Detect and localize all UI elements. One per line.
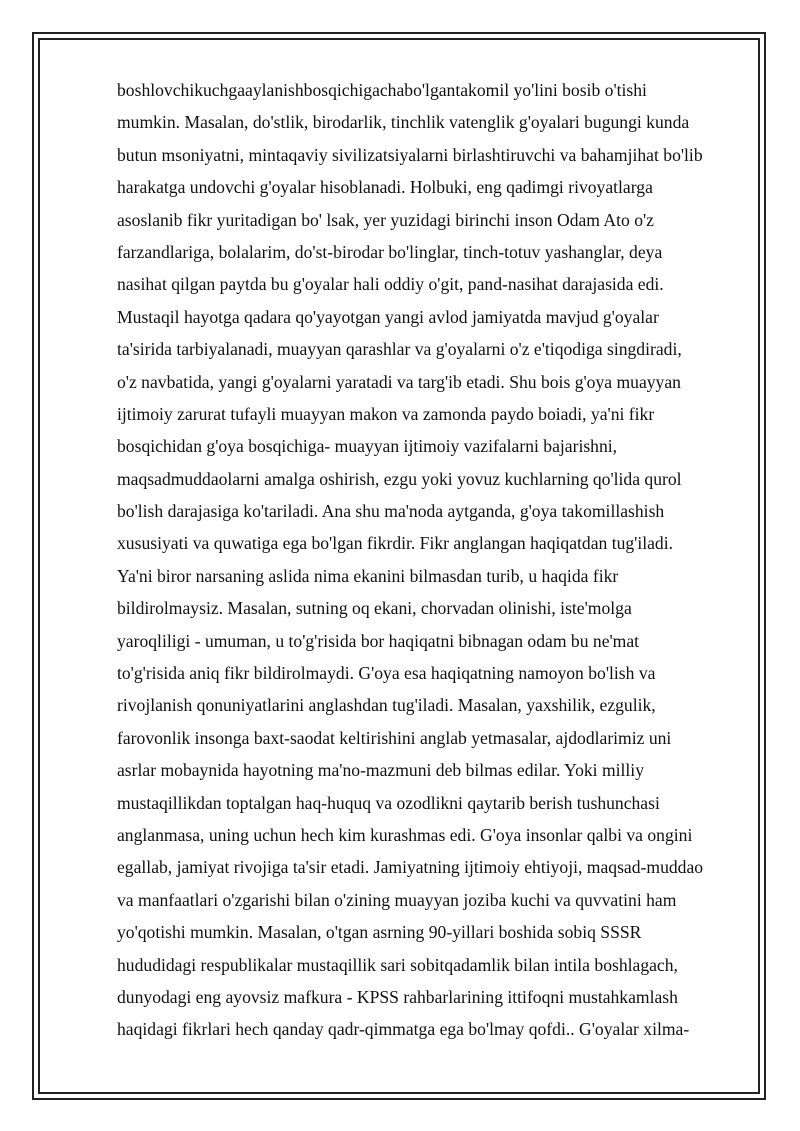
text-line: bildirolmaysiz. Masalan, sutning oq ekani, chorvadan olinishi, iste'molga — [117, 598, 632, 619]
text-line: egallab, jamiyat rivojiga ta'sir etadi. Jamiyatning ijtimoiy ehtiyoji, maqsad-muddao — [117, 857, 704, 878]
text-line: xususiyati va quwatiga ega bo'lgan fikrdir. Fikr anglangan haqiqatdan tug'iladi. — [117, 533, 674, 554]
text-line: va manfaatlari o'zgarishi bilan o'zining muayyan joziba kuchi va quvvatini ham — [117, 889, 677, 910]
text-line: harakatga undovchi g'oyalar hisoblanadi. Holbuki, eng qadimgi rivoyatlarga — [117, 177, 653, 198]
text-line: mumkin. Masalan, do'stlik, birodarlik, tinchlik vatenglik g'oyalari bugungi kunda — [117, 112, 690, 133]
text-line: yaroqliligi - umuman, u to'g'risida bor haqiqatni bibnagan odam bu ne'mat — [117, 630, 640, 651]
text-line: asrlar mobaynida hayotning ma'no-mazmuni deb bilmas edilar. Yoki milliy — [117, 760, 644, 781]
text-line: Mustaqil hayotga qadara qo'yayotgan yangi avlod jamiyatda mavjud g'oyalar — [117, 306, 659, 327]
text-line: ta'sirida tarbiyalanadi, muayyan qarashlar va g'oyalarni o'z e'tiqodiga singdiradi, — [117, 339, 682, 360]
text-line: hududidagi respublikalar mustaqillik sari sobitqadamlik bilan intila boshlagach, — [117, 954, 678, 975]
text-line: bosqichidan g'oya bosqichiga- muayyan ijtimoiy vazifalarni bajarishni, — [117, 436, 618, 457]
text-line: maqsadmuddaolarni amalga oshirish, ezgu yoki yovuz kuchlarning qo'lida qurol — [117, 468, 682, 489]
text-line: yo'qotishi mumkin. Masalan, o'tgan asrning 90-yillari boshida sobiq SSSR — [117, 922, 642, 943]
text-line: dunyodagi eng ayovsiz mafkura - KPSS rahbarlarining ittifoqni mustahkamlash — [117, 986, 678, 1007]
text-line: bo'lish darajasiga ko'tariladi. Ana shu ma'noda aytganda, g'oya takomillashish — [117, 501, 665, 522]
text-line: anglanmasa, uning uchun hech kim kurashmas edi. G'oya insonlar qalbi va ongini — [117, 824, 693, 845]
text-line: butun msoniyatni, mintaqaviy sivilizatsiyalarni birlashtiruvchi va bahamjihat bo'lib — [117, 144, 703, 165]
text-line: mustaqillikdan toptalgan haq-huquq va ozodlikni qaytarib berish tushunchasi — [117, 792, 660, 813]
body-text — [117, 74, 757, 1046]
text-line: boshlovchikuchgaaylanishbosqichigachabo'lgantakomil yo'lini bosib o'tishi — [117, 80, 647, 100]
text-line: o'z navbatida, yangi g'oyalarni yaratadi va targ'ib etadi. Shu bois g'oya muayyan — [117, 371, 681, 392]
text-line: farzandlariga, bolalarim, do'st-birodar bo'linglar, tinch-totuv yashanglar, deya — [117, 241, 663, 262]
text-line: rivojlanish qonuniyatlarini anglashdan tug'iladi. Masalan, yaxshilik, ezgulik, — [117, 695, 656, 716]
text-line: to'g'risida aniq fikr bildirolmaydi. G'oya esa haqiqatning namoyon bo'lish va — [117, 663, 656, 684]
text-line: ijtimoiy zarurat tufayli muayyan makon va zamonda paydo boiadi, ya'ni fikr — [117, 403, 655, 424]
text-line: Ya'ni biror narsaning aslida nima ekanini bilmasdan turib, u haqida fikr — [117, 565, 619, 586]
text-line: asoslanib fikr yuritadigan bo' lsak, yer yuzidagi birinchi inson Odam Ato o'z — [117, 209, 654, 230]
text-line: farovonlik insonga baxt-saodat keltirishini anglab yetmasalar, ajdodlarimiz uni — [117, 727, 672, 748]
text-line: nasihat qilgan paytda bu g'oyalar hali oddiy o'git, pand-nasihat darajasida edi. — [117, 274, 664, 295]
text-line: haqidagi fikrlari hech qanday qadr-qimmatga ega bo'lmay qofdi.. G'oyalar xilma- — [117, 1019, 690, 1040]
